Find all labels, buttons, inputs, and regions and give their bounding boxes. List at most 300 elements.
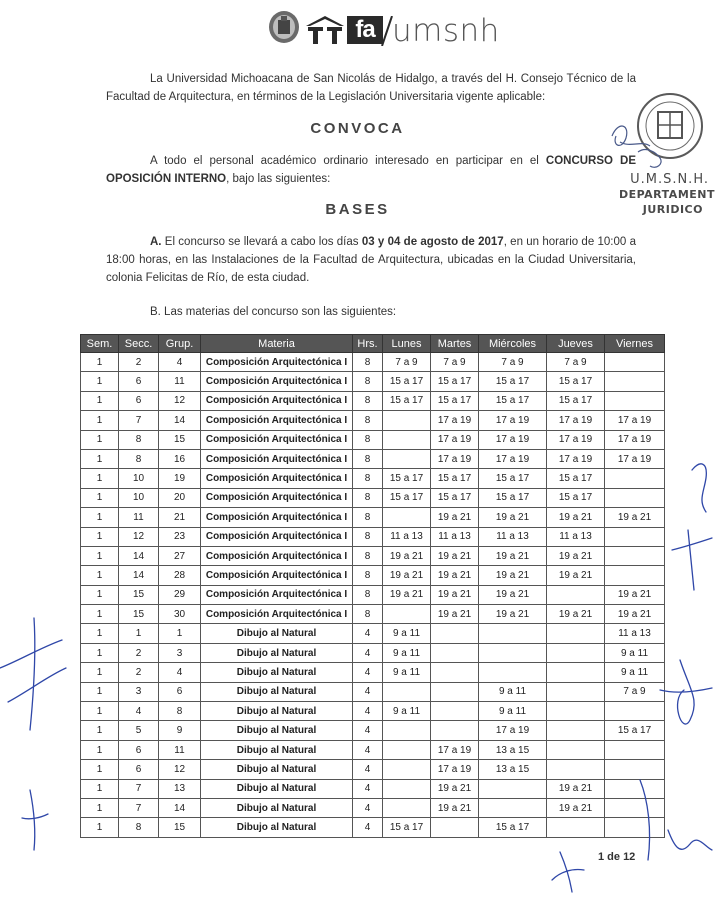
table-cell: 15 a 17 (479, 391, 547, 410)
table-cell: 8 (119, 818, 159, 837)
table-cell: 1 (159, 624, 201, 643)
table-cell: 1 (81, 391, 119, 410)
table-cell (479, 663, 547, 682)
table-cell (547, 721, 605, 740)
table-cell: 13 (159, 779, 201, 798)
table-cell: 8 (119, 430, 159, 449)
table-cell: 1 (81, 624, 119, 643)
table-cell: Composición Arquitectónica I (201, 469, 353, 488)
table-cell: 1 (81, 740, 119, 759)
table-cell: 4 (353, 643, 383, 662)
table-cell: 19 a 21 (479, 605, 547, 624)
table-cell (479, 624, 547, 643)
table-cell: 17 a 19 (605, 430, 665, 449)
table-cell: 28 (159, 566, 201, 585)
table-row (81, 702, 665, 721)
page-number: 1 de 12 (598, 851, 636, 863)
table-cell (431, 702, 479, 721)
table-cell (431, 682, 479, 701)
table-header (81, 335, 665, 353)
table-row (81, 798, 665, 817)
table-cell: 17 a 19 (479, 430, 547, 449)
table-cell: 8 (353, 353, 383, 372)
stamp-line-2: DEPARTAMENT (618, 188, 715, 201)
table-cell: 17 a 19 (605, 449, 665, 468)
table-cell: 19 a 21 (383, 585, 431, 604)
table-cell: 1 (81, 508, 119, 527)
table-cell: 7 a 9 (431, 353, 479, 372)
table-cell: 15 a 17 (479, 818, 547, 837)
table-row (81, 372, 665, 391)
column-header: Martes (431, 335, 479, 353)
stamp-line-3: JURIDICO (642, 203, 703, 216)
table-cell: 27 (159, 546, 201, 565)
table-cell (431, 663, 479, 682)
table-cell: 4 (159, 663, 201, 682)
table-cell: 1 (81, 818, 119, 837)
table-cell: 8 (353, 469, 383, 488)
table-cell: 3 (119, 682, 159, 701)
table-cell: 8 (119, 449, 159, 468)
table-cell (383, 411, 431, 430)
table-cell (547, 585, 605, 604)
table-cell: Composición Arquitectónica I (201, 488, 353, 507)
table-cell: 19 a 21 (431, 566, 479, 585)
table-cell: 19 a 21 (431, 779, 479, 798)
table-cell: 23 (159, 527, 201, 546)
table-cell: 19 (159, 469, 201, 488)
column-header: Sem. (81, 335, 119, 353)
table-cell: Dibujo al Natural (201, 643, 353, 662)
stamp-text (598, 172, 715, 217)
table-cell (431, 818, 479, 837)
table-cell: 11 a 13 (431, 527, 479, 546)
section-a-text-2: , en un horario de 10:00 a 18:00 horas, en las Instalaciones de la Facultad de Arquitectura, ubicadas en la Ciudad Universitaria, colonia Felicitas de Río, de esta ciudad. (106, 236, 636, 284)
table-cell (383, 721, 431, 740)
table-cell: 8 (353, 585, 383, 604)
table-cell: 9 a 11 (479, 682, 547, 701)
table-cell: Dibujo al Natural (201, 818, 353, 837)
table-row (81, 760, 665, 779)
table-cell: 4 (353, 682, 383, 701)
table-cell: 5 (119, 721, 159, 740)
table-cell: 14 (159, 798, 201, 817)
table-cell: 10 (119, 488, 159, 507)
table-cell: 17 a 19 (431, 449, 479, 468)
table-cell: 4 (353, 818, 383, 837)
invite-suffix: , bajo las siguientes: (226, 173, 331, 185)
table-cell: 15 a 17 (431, 372, 479, 391)
table-cell: Dibujo al Natural (201, 798, 353, 817)
table-cell: 15 a 17 (383, 469, 431, 488)
table-cell: 1 (81, 643, 119, 662)
table-cell: 19 a 21 (547, 605, 605, 624)
table-cell: 19 a 21 (431, 585, 479, 604)
table-cell (431, 721, 479, 740)
table-cell: 12 (159, 760, 201, 779)
contest-name: CONCURSO DE OPOSICIÓN INTERNO (106, 155, 636, 185)
table-cell: 1 (81, 721, 119, 740)
table-cell: 3 (159, 643, 201, 662)
table-cell: 8 (353, 566, 383, 585)
table-cell: Composición Arquitectónica I (201, 508, 353, 527)
table-cell: 7 (119, 779, 159, 798)
table-cell: 6 (159, 682, 201, 701)
column-header: Viernes (605, 335, 665, 353)
table-cell (605, 566, 665, 585)
table-cell: 14 (159, 411, 201, 430)
header-row (81, 335, 665, 353)
table-cell (605, 353, 665, 372)
column-header: Lunes (383, 335, 431, 353)
column-header: Grup. (159, 335, 201, 353)
table-cell: 19 a 21 (547, 508, 605, 527)
table-cell: 30 (159, 605, 201, 624)
table-row (81, 721, 665, 740)
table-row (81, 682, 665, 701)
table-cell: 11 (159, 372, 201, 391)
table-cell: 1 (81, 760, 119, 779)
table-cell: 9 a 11 (383, 624, 431, 643)
table-cell (431, 624, 479, 643)
architecture-house-logo (306, 16, 344, 44)
table-cell (605, 702, 665, 721)
table-cell: 17 a 19 (479, 721, 547, 740)
column-header: Materia (201, 335, 353, 353)
table-cell (383, 449, 431, 468)
column-header: Miércoles (479, 335, 547, 353)
table-cell: 15 a 17 (547, 372, 605, 391)
table-cell: 8 (353, 449, 383, 468)
intro-paragraph: La Universidad Michoacana de San Nicolás de Hidalgo, a través del H. Consejo Técnico de la Facultad de Arquitectura, en términos de la Legislación Universitaria vigente aplicable: (106, 73, 636, 103)
table-cell: 8 (353, 411, 383, 430)
table-cell: 1 (81, 682, 119, 701)
table-cell: 15 a 17 (383, 818, 431, 837)
table-cell: Composición Arquitectónica I (201, 353, 353, 372)
table-cell (547, 663, 605, 682)
table-cell: 1 (81, 566, 119, 585)
table-cell: 1 (81, 353, 119, 372)
table-cell: 19 a 21 (547, 566, 605, 585)
table-cell: 1 (81, 372, 119, 391)
table-cell: 17 a 19 (547, 449, 605, 468)
table-cell (605, 527, 665, 546)
table-cell: 15 a 17 (383, 488, 431, 507)
table-cell: 21 (159, 508, 201, 527)
invite-prefix: A todo el personal académico ordinario interesado en participar en el (150, 155, 546, 167)
table-cell (605, 740, 665, 759)
table-cell: 7 a 9 (383, 353, 431, 372)
table-cell: Dibujo al Natural (201, 740, 353, 759)
table-cell: 1 (81, 527, 119, 546)
table-cell: 19 a 21 (479, 566, 547, 585)
table-cell (605, 372, 665, 391)
table-cell (383, 682, 431, 701)
table-cell: 15 a 17 (547, 391, 605, 410)
table-cell: 15 a 17 (547, 469, 605, 488)
table-cell: Composición Arquitectónica I (201, 527, 353, 546)
bases-heading: BASES (325, 201, 390, 218)
table-cell: 17 a 19 (431, 740, 479, 759)
table-cell: 15 a 17 (547, 488, 605, 507)
table-cell: 1 (81, 546, 119, 565)
table-cell (605, 546, 665, 565)
table-cell (479, 798, 547, 817)
table-cell: 29 (159, 585, 201, 604)
table-cell: 19 a 21 (547, 779, 605, 798)
table-cell (383, 740, 431, 759)
table-cell (547, 643, 605, 662)
table-cell: 11 a 13 (605, 624, 665, 643)
table-cell: 15 a 17 (479, 469, 547, 488)
table-cell: 9 a 11 (383, 663, 431, 682)
stamp-line-1: U.M.S.N.H. (630, 172, 709, 187)
table-cell: 9 a 11 (383, 702, 431, 721)
table-cell (605, 469, 665, 488)
table-cell: 8 (353, 391, 383, 410)
table-cell: 1 (81, 585, 119, 604)
table-cell: 6 (119, 372, 159, 391)
table-cell: 8 (353, 605, 383, 624)
convoca-heading: CONVOCA (310, 120, 405, 137)
table-cell: 11 (159, 740, 201, 759)
table-cell: 11 a 13 (479, 527, 547, 546)
table-cell: 19 a 21 (383, 546, 431, 565)
table-row (81, 624, 665, 643)
table-cell: 1 (119, 624, 159, 643)
table-cell (605, 488, 665, 507)
table-cell: 19 a 21 (479, 508, 547, 527)
table-cell (605, 391, 665, 410)
table-cell: 9 a 11 (605, 663, 665, 682)
table-cell: Composición Arquitectónica I (201, 391, 353, 410)
table-cell (605, 760, 665, 779)
table-cell: 1 (81, 702, 119, 721)
table-cell: 16 (159, 449, 201, 468)
table-cell: 13 a 15 (479, 740, 547, 759)
table-cell: 12 (119, 527, 159, 546)
table-cell: 8 (353, 508, 383, 527)
table-row (81, 430, 665, 449)
table-cell: 11 a 13 (383, 527, 431, 546)
table-cell: Composición Arquitectónica I (201, 411, 353, 430)
table-cell: 9 (159, 721, 201, 740)
table-cell: 8 (353, 488, 383, 507)
table-cell: 19 a 21 (605, 605, 665, 624)
table-cell: Dibujo al Natural (201, 702, 353, 721)
table-row (81, 469, 665, 488)
table-cell: 4 (353, 779, 383, 798)
table-cell: 6 (119, 391, 159, 410)
table-cell: 4 (159, 353, 201, 372)
table-cell: 17 a 19 (547, 430, 605, 449)
table-cell (383, 798, 431, 817)
table-cell (479, 779, 547, 798)
table-cell: 9 a 11 (479, 702, 547, 721)
table-cell: 8 (353, 430, 383, 449)
table-cell: 1 (81, 605, 119, 624)
section-a-label: A. (150, 236, 162, 248)
table-cell: 15 a 17 (479, 488, 547, 507)
table-cell: 17 a 19 (479, 449, 547, 468)
column-header: Jueves (547, 335, 605, 353)
table-row (81, 488, 665, 507)
table-cell (383, 508, 431, 527)
courses-table (80, 334, 665, 838)
table-cell (605, 779, 665, 798)
section-a-text-1: El concurso se llevará a cabo los días (161, 236, 362, 248)
table-cell: 15 a 17 (383, 372, 431, 391)
table-cell: 11 (119, 508, 159, 527)
table-cell: 17 a 19 (479, 411, 547, 430)
table-cell: 15 a 17 (431, 391, 479, 410)
table-cell: Composición Arquitectónica I (201, 546, 353, 565)
table-cell (547, 702, 605, 721)
table-cell: Dibujo al Natural (201, 760, 353, 779)
table-body (81, 353, 665, 838)
table-cell: Dibujo al Natural (201, 721, 353, 740)
table-cell: 4 (119, 702, 159, 721)
table-cell: 4 (353, 663, 383, 682)
table-cell: 7 (119, 798, 159, 817)
table-cell: Composición Arquitectónica I (201, 430, 353, 449)
column-header: Secc. (119, 335, 159, 353)
table-cell: 4 (353, 721, 383, 740)
table-cell: 19 a 21 (479, 585, 547, 604)
table-cell: 6 (119, 740, 159, 759)
table-cell: 4 (353, 740, 383, 759)
table-cell: 7 a 9 (547, 353, 605, 372)
table-cell: 11 a 13 (547, 527, 605, 546)
table-cell: Composición Arquitectónica I (201, 605, 353, 624)
section-a-paragraph (106, 233, 636, 287)
table-cell: 13 a 15 (479, 760, 547, 779)
table-cell: 4 (353, 624, 383, 643)
table-cell: 14 (119, 546, 159, 565)
table-cell: 1 (81, 798, 119, 817)
table-cell: 1 (81, 449, 119, 468)
table-cell: 2 (119, 663, 159, 682)
table-row (81, 818, 665, 837)
table-cell: 15 a 17 (431, 469, 479, 488)
table-cell (547, 624, 605, 643)
table-row (81, 740, 665, 759)
table-cell: 14 (119, 566, 159, 585)
table-row (81, 605, 665, 624)
section-b-paragraph: B. Las materias del concurso son las siguientes: (150, 306, 397, 318)
table-cell: 19 a 21 (431, 605, 479, 624)
table-cell: 4 (353, 798, 383, 817)
table-cell: 7 a 9 (479, 353, 547, 372)
table-cell: 17 a 19 (431, 760, 479, 779)
umsnh-wordmark: umsnh (392, 13, 500, 49)
table-cell: 2 (119, 353, 159, 372)
table-cell: 19 a 21 (547, 798, 605, 817)
table-cell: 17 a 19 (431, 430, 479, 449)
table-cell: 15 (159, 818, 201, 837)
table-cell: 20 (159, 488, 201, 507)
table-cell: Dibujo al Natural (201, 663, 353, 682)
table-cell: 10 (119, 469, 159, 488)
table-cell (547, 740, 605, 759)
table-cell: Composición Arquitectónica I (201, 566, 353, 585)
table-cell: 7 a 9 (605, 682, 665, 701)
table-row (81, 663, 665, 682)
table-cell: 17 a 19 (605, 411, 665, 430)
table-cell: 8 (353, 546, 383, 565)
table-cell (547, 760, 605, 779)
table-cell (431, 643, 479, 662)
table-cell: Dibujo al Natural (201, 624, 353, 643)
table-cell: 19 a 21 (431, 798, 479, 817)
table-row (81, 585, 665, 604)
table-cell: 8 (353, 372, 383, 391)
table-cell: 15 a 17 (605, 721, 665, 740)
invitation-paragraph (106, 152, 636, 188)
table-cell: 4 (353, 760, 383, 779)
table-cell: 15 a 17 (383, 391, 431, 410)
letterhead (0, 8, 715, 48)
table-cell: 9 a 11 (605, 643, 665, 662)
table-row (81, 449, 665, 468)
table-cell: Composición Arquitectónica I (201, 585, 353, 604)
table-cell: 8 (159, 702, 201, 721)
table-cell (383, 760, 431, 779)
table-cell: Composición Arquitectónica I (201, 372, 353, 391)
table-cell: 1 (81, 663, 119, 682)
table-cell: Dibujo al Natural (201, 779, 353, 798)
table-row (81, 566, 665, 585)
table-row (81, 527, 665, 546)
table-cell: 1 (81, 411, 119, 430)
table-row (81, 411, 665, 430)
table-cell: 19 a 21 (431, 508, 479, 527)
fa-logo-box: fa (347, 16, 383, 44)
table-cell: 4 (353, 702, 383, 721)
table-row (81, 508, 665, 527)
table-cell: 9 a 11 (383, 643, 431, 662)
table-row (81, 546, 665, 565)
table-cell: 1 (81, 430, 119, 449)
table-cell: 19 a 21 (383, 566, 431, 585)
table-cell (383, 430, 431, 449)
table-cell: 6 (119, 760, 159, 779)
table-cell (479, 643, 547, 662)
table-cell: 15 a 17 (431, 488, 479, 507)
table-cell: Composición Arquitectónica I (201, 449, 353, 468)
table-cell: 17 a 19 (547, 411, 605, 430)
table-cell: 1 (81, 469, 119, 488)
column-header: Hrs. (353, 335, 383, 353)
table-cell: 19 a 21 (547, 546, 605, 565)
table-cell (383, 605, 431, 624)
table-cell: 19 a 21 (479, 546, 547, 565)
table-cell: 15 a 17 (479, 372, 547, 391)
table-cell (605, 818, 665, 837)
table-cell: 1 (81, 488, 119, 507)
table-cell: 2 (119, 643, 159, 662)
table-row (81, 779, 665, 798)
university-seal-logo (268, 10, 300, 44)
table-cell: 8 (353, 527, 383, 546)
table-row (81, 643, 665, 662)
table-cell: 7 (119, 411, 159, 430)
table-cell (605, 798, 665, 817)
table-cell: 15 (119, 585, 159, 604)
table-cell: 19 a 21 (431, 546, 479, 565)
table-cell: 19 a 21 (605, 585, 665, 604)
table-cell (547, 682, 605, 701)
